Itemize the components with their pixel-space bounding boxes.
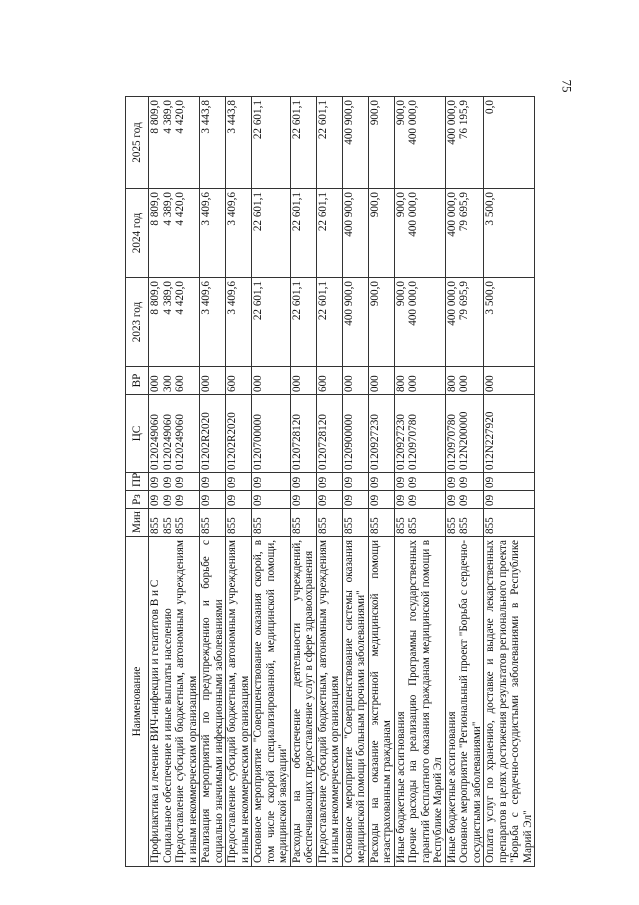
- row-rz-cell: [368, 491, 394, 509]
- row-pr-cell: [368, 473, 394, 491]
- row-rz-cell-line: 09: [342, 494, 355, 506]
- row-2025-cell-line: 22 601,1: [290, 100, 303, 140]
- row-2024-cell-line: 900,0: [394, 192, 407, 218]
- row-2025-cell-line: 3 443,8: [226, 100, 238, 134]
- row-pr-cell: [200, 473, 226, 491]
- row-name-cell: [252, 537, 291, 867]
- row-cs-cell: [445, 395, 484, 473]
- table-row: [149, 97, 200, 867]
- row-2024-cell-line: 79 695,9: [458, 192, 470, 232]
- row-rz-cell-line: 09: [161, 494, 174, 506]
- row-name-cell-line: Расходы на обеспечение деятельности учреждений, обеспечивающих предоставление услуг в сфере здравоохранения: [290, 540, 315, 863]
- row-vr-cell-line: 000: [484, 375, 496, 392]
- row-name-cell-line: Основное мероприятие "Региональный проект "Борьба с сердечно-сосудистыми заболеваниями": [458, 540, 483, 863]
- row-name-cell-line: Иные бюджетные ассигнования: [394, 711, 407, 863]
- row-vr-cell-line: 000: [252, 375, 264, 392]
- row-2025-cell-line: 4 420,0: [174, 100, 186, 134]
- row-name-cell-line: Предоставление субсидий бюджетным, автономным учреждениям и иным некоммерческим организациям: [316, 540, 341, 863]
- row-rz-cell: [149, 491, 200, 509]
- row-2023-cell: [342, 278, 368, 367]
- row-vr-cell: [149, 367, 200, 395]
- row-vr-cell-line: 000: [368, 375, 381, 392]
- row-pr-cell-line: 09: [484, 476, 496, 488]
- row-cs-cell: [368, 395, 394, 473]
- row-2025-cell: [368, 97, 394, 189]
- row-pr-cell: [290, 473, 316, 491]
- row-2024-cell: [226, 189, 252, 278]
- row-pr-cell: [445, 473, 484, 491]
- row-vr-cell-line: 000: [342, 375, 355, 392]
- row-vr-cell: [484, 367, 535, 395]
- row-rz-cell: [226, 491, 252, 509]
- row-2025-cell: [316, 97, 342, 189]
- row-2024-cell-line: 8 809,0: [149, 192, 161, 226]
- row-cs-cell-line: 012N227920: [484, 411, 496, 470]
- row-name-cell: [445, 537, 484, 867]
- row-min-cell: [316, 509, 342, 537]
- row-rz-cell-line: 09: [407, 494, 419, 506]
- row-vr-cell-line: 000: [407, 375, 419, 392]
- header-2025: 2025 год: [126, 97, 149, 189]
- row-2025-cell-line: 0,0: [484, 100, 496, 114]
- row-2024-cell-line: 3 409,6: [200, 192, 212, 226]
- row-pr-cell-line: 09: [458, 476, 470, 488]
- row-min-cell: [149, 509, 200, 537]
- row-cs-cell: [484, 395, 535, 473]
- row-2025-cell-line: 22 601,1: [316, 100, 329, 140]
- row-min-cell-line: 855: [458, 517, 470, 534]
- row-cs-cell: [316, 395, 342, 473]
- table-body: [149, 97, 535, 867]
- row-2023-cell-line: 8 809,0: [149, 281, 161, 315]
- row-min-cell-line: 855: [407, 517, 419, 534]
- row-2023-cell: [149, 278, 200, 367]
- row-min-cell-line: 855: [290, 517, 303, 534]
- header-rz: Рз: [126, 491, 149, 509]
- row-cs-cell-line: 0120927230: [394, 414, 407, 470]
- row-cs-cell: [200, 395, 226, 473]
- row-vr-cell: [342, 367, 368, 395]
- row-2024-cell-line: 4 420,0: [174, 192, 186, 226]
- row-2024-cell-line: 400 000,0: [407, 192, 419, 237]
- row-name-cell: [226, 537, 252, 867]
- row-2024-cell-line: 4 389,0: [161, 192, 174, 226]
- row-vr-cell: [252, 367, 291, 395]
- row-cs-cell-line: 0120249060: [161, 414, 174, 470]
- row-2024-cell: [316, 189, 342, 278]
- row-name-cell: [200, 537, 226, 867]
- row-2024-cell: [445, 189, 484, 278]
- row-pr-cell-line: 09: [394, 476, 407, 488]
- header-name: Наименование: [126, 537, 149, 867]
- row-min-cell-line: 855: [174, 517, 186, 534]
- row-2025-cell-line: 400 000,0: [445, 100, 458, 145]
- row-vr-cell-line: 600: [174, 375, 186, 392]
- row-pr-cell-line: 09: [252, 476, 264, 488]
- row-2025-cell: [226, 97, 252, 189]
- row-2023-cell: [445, 278, 484, 367]
- row-2023-cell: [252, 278, 291, 367]
- row-2025-cell: [149, 97, 200, 189]
- row-2024-cell-line: 400 900,0: [342, 192, 355, 237]
- row-min-cell-line: 855: [226, 517, 238, 534]
- row-2025-cell: [394, 97, 445, 189]
- row-2025-cell: [342, 97, 368, 189]
- row-2025-cell-line: 76 195,9: [458, 100, 470, 140]
- row-name-cell-line: Прочие расходы на реализацию Программы государственных гарантий бесплатного оказания гражданам медицинской помощи в Республике Марий Эл: [407, 540, 444, 863]
- row-name-cell-line: Социальное обеспечение и иные выплаты населению: [161, 608, 174, 863]
- row-rz-cell-line: 09: [252, 494, 264, 506]
- row-vr-cell-line: 800: [394, 375, 407, 392]
- row-pr-cell-line: 09: [290, 476, 303, 488]
- row-2023-cell: [200, 278, 226, 367]
- row-min-cell-line: 855: [484, 517, 496, 534]
- row-min-cell-line: 855: [394, 517, 407, 534]
- row-2023-cell-line: 400 000,0: [445, 281, 458, 326]
- row-2023-cell-line: 900,0: [368, 281, 381, 307]
- row-min-cell-line: 855: [161, 517, 174, 534]
- row-2025-cell: [200, 97, 226, 189]
- row-cs-cell: [149, 395, 200, 473]
- row-pr-cell-line: 09: [226, 476, 238, 488]
- table-row: [394, 97, 445, 867]
- row-name-cell-line: Иные бюджетные ассигнования: [445, 711, 458, 863]
- row-pr-cell: [394, 473, 445, 491]
- row-rz-cell: [200, 491, 226, 509]
- table-row: [226, 97, 252, 867]
- row-min-cell-line: 855: [445, 517, 458, 534]
- row-2023-cell-line: 4 389,0: [161, 281, 174, 315]
- row-name-cell: [368, 537, 394, 867]
- row-2023-cell-line: 22 601,1: [316, 281, 329, 321]
- row-cs-cell-line: 0120970780: [407, 414, 419, 470]
- row-name-cell: [316, 537, 342, 867]
- row-name-cell: [484, 537, 535, 867]
- row-pr-cell: [484, 473, 535, 491]
- row-cs-cell-line: 01202R2020: [226, 412, 238, 470]
- row-min-cell: [290, 509, 316, 537]
- row-rz-cell-line: 09: [394, 494, 407, 506]
- row-name-cell-line: Расходы на оказание экстренной медицинской помощи незастрахованным гражданам: [368, 540, 393, 863]
- row-min-cell: [484, 509, 535, 537]
- row-vr-cell-line: 300: [161, 375, 174, 392]
- row-pr-cell-line: 09: [316, 476, 329, 488]
- row-cs-cell-line: 0120927230: [368, 414, 381, 470]
- row-min-cell: [342, 509, 368, 537]
- row-2023-cell-line: 400 900,0: [342, 281, 355, 326]
- row-pr-cell-line: 09: [368, 476, 381, 488]
- header-cs: ЦС: [126, 395, 149, 473]
- table-row: [290, 97, 316, 867]
- row-2023-cell: [226, 278, 252, 367]
- row-name-cell: [290, 537, 316, 867]
- row-2023-cell-line: 22 601,1: [290, 281, 303, 321]
- row-pr-cell-line: 09: [149, 476, 161, 488]
- row-2025-cell-line: 3 443,8: [200, 100, 212, 134]
- row-name-cell: [342, 537, 368, 867]
- row-min-cell-line: 855: [342, 517, 355, 534]
- row-2024-cell-line: 22 601,1: [316, 192, 329, 232]
- row-2024-cell: [200, 189, 226, 278]
- table-header-row: [126, 97, 149, 867]
- row-2024-cell: [149, 189, 200, 278]
- row-cs-cell-line: 0120249060: [149, 414, 161, 470]
- row-name-cell-line: Основное мероприятие "Совершенствование оказания скорой, в том числе скорой специализированной, медицинской помощи, медицинской эвакуации": [252, 540, 289, 863]
- row-rz-cell: [252, 491, 291, 509]
- row-2023-cell: [290, 278, 316, 367]
- budget-table: [125, 96, 535, 867]
- row-rz-cell-line: 09: [290, 494, 303, 506]
- table-row: [368, 97, 394, 867]
- table-row: [252, 97, 291, 867]
- row-cs-cell: [394, 395, 445, 473]
- row-pr-cell-line: 09: [161, 476, 174, 488]
- row-rz-cell: [316, 491, 342, 509]
- row-pr-cell: [226, 473, 252, 491]
- row-vr-cell-line: 000: [458, 375, 470, 392]
- row-vr-cell: [445, 367, 484, 395]
- row-name-cell: [149, 537, 200, 867]
- table-row: [342, 97, 368, 867]
- row-rz-cell-line: 09: [200, 494, 212, 506]
- row-min-cell: [200, 509, 226, 537]
- row-2023-cell-line: 400 000,0: [407, 281, 419, 326]
- row-min-cell-line: 855: [149, 517, 161, 534]
- row-2023-cell: [394, 278, 445, 367]
- row-vr-cell: [316, 367, 342, 395]
- row-pr-cell-line: 09: [200, 476, 212, 488]
- row-name-cell-line: Профилактика и лечение ВИЧ-инфекции и гепатитов В и С: [149, 579, 161, 863]
- row-2025-cell: [445, 97, 484, 189]
- row-2024-cell: [342, 189, 368, 278]
- row-pr-cell-line: 09: [174, 476, 186, 488]
- row-2024-cell: [484, 189, 535, 278]
- row-pr-cell-line: 09: [407, 476, 419, 488]
- row-2024-cell: [290, 189, 316, 278]
- row-vr-cell: [226, 367, 252, 395]
- row-vr-cell-line: 600: [226, 375, 238, 392]
- row-2025-cell: [290, 97, 316, 189]
- row-rz-cell-line: 09: [174, 494, 186, 506]
- row-cs-cell-line: 0120970780: [445, 414, 458, 470]
- row-pr-cell-line: 09: [445, 476, 458, 488]
- row-rz-cell-line: 09: [226, 494, 238, 506]
- row-2025-cell-line: 22 601,1: [252, 100, 264, 140]
- table-row: [200, 97, 226, 867]
- row-min-cell-line: 855: [200, 517, 212, 534]
- row-rz-cell: [290, 491, 316, 509]
- table-row: [484, 97, 535, 867]
- row-rz-cell-line: 09: [445, 494, 458, 506]
- header-pr: ПР: [126, 473, 149, 491]
- row-cs-cell-line: 0120700000: [252, 414, 264, 470]
- row-2025-cell-line: 4 389,0: [161, 100, 174, 134]
- row-name-cell-line: Предоставление субсидий бюджетным, автономным учреждениям и иным некоммерческим организациям: [226, 540, 251, 863]
- row-min-cell-line: 855: [252, 517, 264, 534]
- row-pr-cell: [149, 473, 200, 491]
- row-2025-cell-line: 900,0: [394, 100, 407, 126]
- row-2025-cell-line: 400 000,0: [407, 100, 419, 145]
- page-number: 75: [559, 79, 575, 93]
- row-2025-cell-line: 400 900,0: [342, 100, 355, 145]
- row-vr-cell-line: 800: [445, 375, 458, 392]
- row-min-cell: [445, 509, 484, 537]
- rotated-page-content: [125, 97, 545, 867]
- row-2024-cell-line: 22 601,1: [252, 192, 264, 232]
- row-pr-cell: [342, 473, 368, 491]
- row-2023-cell: [368, 278, 394, 367]
- row-2024-cell-line: 3 409,6: [226, 192, 238, 226]
- row-min-cell-line: 855: [368, 517, 381, 534]
- row-cs-cell: [252, 395, 291, 473]
- row-cs-cell: [226, 395, 252, 473]
- row-2023-cell-line: 79 695,9: [458, 281, 470, 321]
- row-2025-cell: [252, 97, 291, 189]
- row-name-cell-line: Оплата услуг по хранению, доставке и выдаче лекарственных препаратов в целях достижения результатов регионального проекта "Борьба с сердечно-сосудистыми заболеваниями в Республике Марий Эл": [484, 540, 534, 863]
- row-rz-cell-line: 09: [149, 494, 161, 506]
- row-cs-cell-line: 01202R2020: [200, 412, 212, 470]
- row-vr-cell-line: 000: [290, 375, 303, 392]
- row-2025-cell-line: 8 809,0: [149, 100, 161, 134]
- row-vr-cell-line: 000: [200, 375, 212, 392]
- row-cs-cell-line: 0120728120: [316, 414, 329, 470]
- row-rz-cell: [342, 491, 368, 509]
- row-2023-cell-line: 900,0: [394, 281, 407, 307]
- row-2025-cell: [484, 97, 535, 189]
- table-row: [316, 97, 342, 867]
- row-2025-cell-line: 900,0: [368, 100, 381, 126]
- row-rz-cell: [445, 491, 484, 509]
- row-2023-cell: [484, 278, 535, 367]
- row-rz-cell: [394, 491, 445, 509]
- row-rz-cell: [484, 491, 535, 509]
- row-2023-cell-line: 3 500,0: [484, 281, 496, 315]
- row-vr-cell-line: 000: [149, 375, 161, 392]
- row-min-cell-line: 855: [316, 517, 329, 534]
- row-name-cell-line: Предоставление субсидий бюджетным, автономным учреждениям и иным некоммерческим организациям: [174, 540, 199, 863]
- row-name-cell: [394, 537, 445, 867]
- row-2023-cell-line: 3 409,6: [200, 281, 212, 315]
- header-min: Мин: [126, 509, 149, 537]
- row-cs-cell-line: 0120249060: [174, 414, 186, 470]
- row-pr-cell: [252, 473, 291, 491]
- row-name-cell-line: Основное мероприятие "Совершенствование системы оказания медицинской помощи больным прочими заболеваниями": [342, 540, 367, 863]
- row-cs-cell: [290, 395, 316, 473]
- row-rz-cell-line: 09: [458, 494, 470, 506]
- row-2024-cell-line: 900,0: [368, 192, 381, 218]
- row-2024-cell-line: 3 500,0: [484, 192, 496, 226]
- row-cs-cell-line: 0120900000: [342, 414, 355, 470]
- row-2024-cell: [252, 189, 291, 278]
- header-vr: ВР: [126, 367, 149, 395]
- row-vr-cell: [200, 367, 226, 395]
- row-2024-cell: [368, 189, 394, 278]
- row-cs-cell-line: 012N200000: [458, 411, 470, 470]
- row-min-cell: [226, 509, 252, 537]
- row-vr-cell: [394, 367, 445, 395]
- row-vr-cell-line: 600: [316, 375, 329, 392]
- table-row: [445, 97, 484, 867]
- row-cs-cell: [342, 395, 368, 473]
- row-rz-cell-line: 09: [316, 494, 329, 506]
- row-pr-cell: [316, 473, 342, 491]
- header-2023: 2023 год: [126, 278, 149, 367]
- row-min-cell: [368, 509, 394, 537]
- row-2023-cell: [316, 278, 342, 367]
- row-rz-cell-line: 09: [368, 494, 381, 506]
- row-min-cell: [394, 509, 445, 537]
- header-2024: 2024 год: [126, 189, 149, 278]
- row-rz-cell-line: 09: [484, 494, 496, 506]
- row-2023-cell-line: 4 420,0: [174, 281, 186, 315]
- row-pr-cell-line: 09: [342, 476, 355, 488]
- row-2024-cell-line: 22 601,1: [290, 192, 303, 232]
- row-vr-cell: [290, 367, 316, 395]
- row-2023-cell-line: 22 601,1: [252, 281, 264, 321]
- row-vr-cell: [368, 367, 394, 395]
- row-min-cell: [252, 509, 291, 537]
- row-2024-cell-line: 400 000,0: [445, 192, 458, 237]
- row-cs-cell-line: 0120728120: [290, 414, 303, 470]
- row-2024-cell: [394, 189, 445, 278]
- row-2023-cell-line: 3 409,6: [226, 281, 238, 315]
- row-name-cell-line: Реализация мероприятий по предупреждению и борьбе с социально значимыми инфекционными заболеваниями: [200, 540, 225, 863]
